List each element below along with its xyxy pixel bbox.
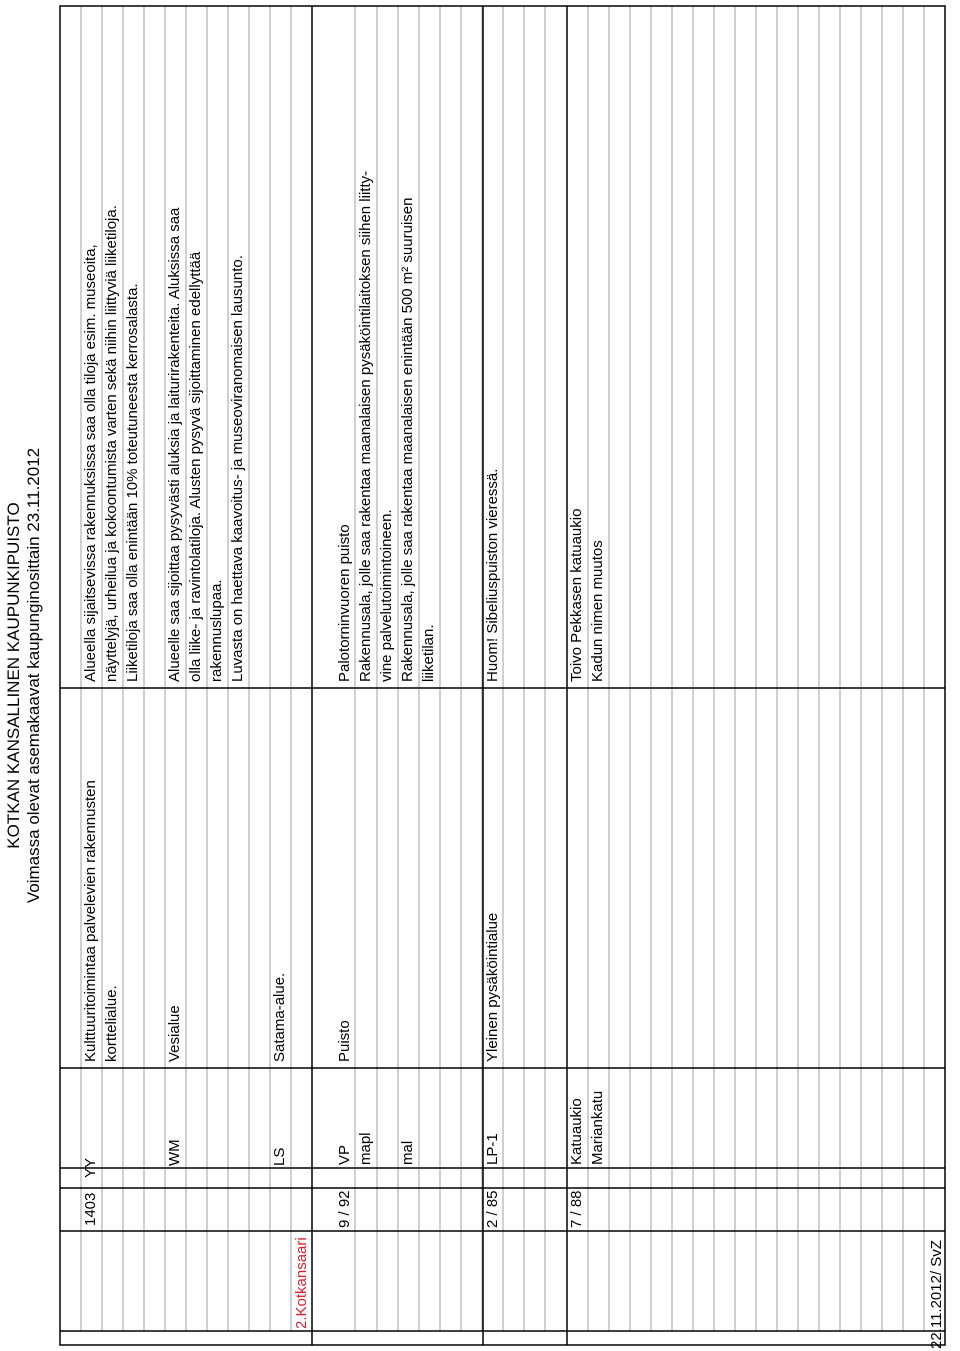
- zone-name: Vesialue: [166, 1005, 183, 1062]
- zone-name: Yleinen pysäköintialue: [484, 912, 501, 1062]
- zone-description: olla liike- ja ravintolatiloja. Alusten pysyvä sijoittaminen edellyttää: [187, 251, 204, 682]
- plan-number: 2 / 85: [484, 1190, 501, 1228]
- plan-number: 7 / 88: [568, 1190, 585, 1228]
- zone-code: mal: [399, 1140, 416, 1165]
- zone-description: Luvasta on haettava kaavoitus- ja museoviranomaisen lausunto.: [229, 255, 246, 682]
- zone-code: WM: [166, 1139, 183, 1166]
- plan-number: 1403: [82, 1192, 99, 1226]
- document-subtitle: Voimassa olevat asemakaavat kaupunginosittain 23.11.2012: [24, 447, 43, 904]
- zone-description: vine palvelutoimintoineen.: [378, 509, 395, 682]
- zone-code: YY: [82, 1157, 99, 1178]
- zone-description: Huom! Sibeliuspuiston vieressä.: [484, 468, 501, 682]
- zone-code: VP: [336, 1144, 353, 1165]
- zone-description: Rakennusala, jolle saa rakentaa maanalaisen pysäköintilaitoksen siihen liitty-: [357, 170, 374, 682]
- section-heading: 2.Kotkansaari: [293, 1237, 310, 1329]
- zone-description: rakennuslupaa.: [208, 579, 225, 682]
- zone-description: Rakennusala, jolle saa rakentaa maanalaisen enintään 500 m² suuruisen: [399, 197, 416, 682]
- zone-code: LP-1: [484, 1133, 501, 1165]
- zone-code: mapl: [357, 1132, 374, 1165]
- zone-description: Alueelle saa sijoittaa pysyvästi aluksia ja laiturirakenteita. Aluksissa saa: [166, 207, 183, 682]
- document-title: KOTKAN KANSALLINEN KAUPUNKIPUISTO: [4, 502, 23, 849]
- zone-code: Katuaukio: [568, 1098, 585, 1165]
- zone-code: Mariankatu: [589, 1090, 606, 1165]
- plan-number: 9 / 92: [336, 1190, 353, 1228]
- zone-name: korttelialue.: [103, 985, 120, 1062]
- zone-description: Liiketiloja saa olla enintään 10% toteutuneesta kerrosalasta.: [124, 283, 141, 682]
- zone-code: LS: [271, 1147, 288, 1166]
- footer-date: 22.11.2012/ SvZ: [928, 1240, 945, 1349]
- zone-description: Kadun nimen muutos: [589, 540, 606, 682]
- zone-description: Palotorninvuoren puisto: [336, 524, 353, 682]
- zone-name: Satama-alue.: [271, 972, 288, 1062]
- zone-description: Alueella sijaitsevissa rakennuksissa saa olla tiloja esim. museoita,: [82, 244, 99, 682]
- zone-description: Toivo Pekkasen katuaukio: [568, 508, 585, 682]
- zone-name: Kulttuuritoimintaa palvelevien rakennusten: [82, 780, 99, 1062]
- zone-name: Puisto: [336, 1020, 353, 1062]
- zone-description: näyttelyjä, urheilua ja kokoontumista varten sekä niihin liittyviä liiketiloja.: [103, 205, 120, 682]
- zone-description: liiketilan.: [420, 624, 437, 682]
